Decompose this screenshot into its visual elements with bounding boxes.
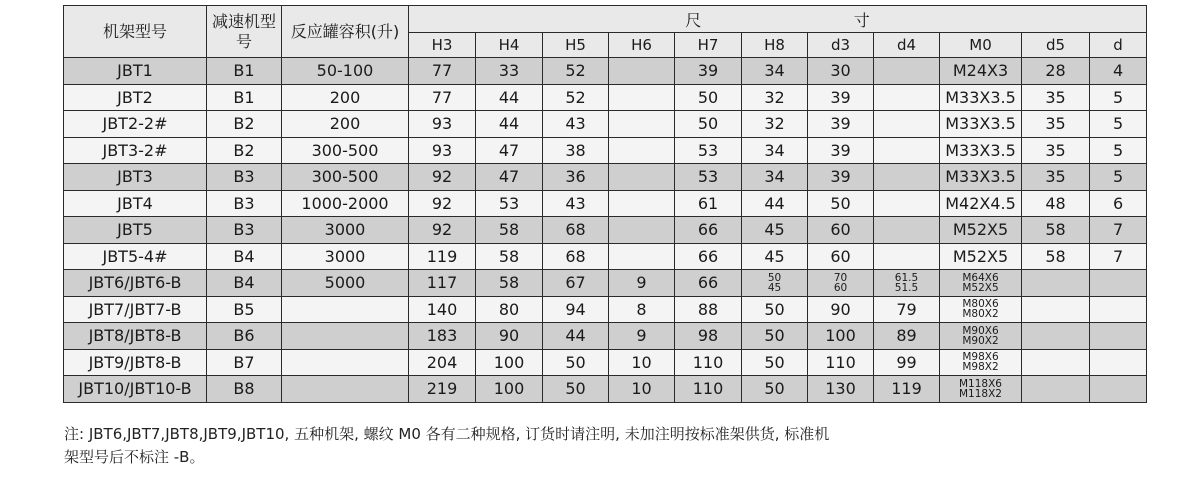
- table-cell: [874, 137, 940, 164]
- table-cell: 7: [1090, 217, 1147, 244]
- table-cell: 119: [874, 376, 940, 403]
- table-cell: 200: [282, 111, 409, 138]
- table-cell: JBT4: [64, 190, 207, 217]
- table-cell: [609, 84, 675, 111]
- table-cell: 58: [476, 243, 543, 270]
- table-cell: 10: [609, 349, 675, 376]
- table-cell: 39: [675, 58, 742, 85]
- table-cell: 36: [543, 164, 609, 191]
- table-cell: JBT5: [64, 217, 207, 244]
- table-cell: [1022, 376, 1090, 403]
- table-cell: B5: [207, 296, 282, 323]
- table-row: [64, 376, 1147, 403]
- table-cell: [609, 190, 675, 217]
- table-cell: B4: [207, 270, 282, 297]
- table-cell: 58: [476, 270, 543, 297]
- table-cell: 39: [808, 137, 874, 164]
- table-cell: 88: [675, 296, 742, 323]
- table-cell: 119: [409, 243, 476, 270]
- table-cell: 52: [543, 58, 609, 85]
- table-cell: M33X3.5: [940, 137, 1022, 164]
- table-cell: 3000: [282, 217, 409, 244]
- table-cell: 35: [1022, 111, 1090, 138]
- footnote-line-2: 架型号后不标注 -B。: [64, 448, 205, 466]
- table-cell: M64X6 M52X5: [940, 270, 1022, 297]
- table-cell: 58: [476, 217, 543, 244]
- table-cell: M90X6 M90X2: [940, 323, 1022, 350]
- table-cell: [1090, 323, 1147, 350]
- table-cell: 60: [808, 243, 874, 270]
- table-cell: 32: [742, 84, 808, 111]
- table-cell: 35: [1022, 84, 1090, 111]
- table-cell: 50: [675, 84, 742, 111]
- table-cell: 33: [476, 58, 543, 85]
- table-cell: B2: [207, 111, 282, 138]
- table-cell: 6: [1090, 190, 1147, 217]
- table-cell: 66: [675, 217, 742, 244]
- footnote: [64, 423, 1144, 469]
- table-cell: 89: [874, 323, 940, 350]
- table-cell: 44: [543, 323, 609, 350]
- table-cell: [282, 376, 409, 403]
- table-cell: [874, 190, 940, 217]
- table-cell: [1022, 323, 1090, 350]
- table-cell: 39: [808, 164, 874, 191]
- table-row: [64, 111, 1147, 138]
- table-cell: 90: [808, 296, 874, 323]
- table-cell: 94: [543, 296, 609, 323]
- header-model: 机架型号: [64, 6, 207, 58]
- table-cell: 47: [476, 137, 543, 164]
- table-row: [64, 270, 1147, 297]
- table-cell: 1000-2000: [282, 190, 409, 217]
- table-cell: 67: [543, 270, 609, 297]
- table-cell: 93: [409, 137, 476, 164]
- table-cell: 8: [609, 296, 675, 323]
- table-row: [64, 243, 1147, 270]
- table-cell: 7: [1090, 243, 1147, 270]
- table-cell: 68: [543, 243, 609, 270]
- table-cell: 110: [675, 376, 742, 403]
- table-cell: 100: [476, 349, 543, 376]
- table-cell: [609, 217, 675, 244]
- table-body: [64, 58, 1147, 403]
- table-cell: M52X5: [940, 217, 1022, 244]
- table-row: [64, 349, 1147, 376]
- table-cell: 61.5 51.5: [874, 270, 940, 297]
- table-cell: 50: [742, 376, 808, 403]
- table-cell: 44: [476, 111, 543, 138]
- table-cell: 48: [1022, 190, 1090, 217]
- table-cell: 70 60: [808, 270, 874, 297]
- header-dimensions: [409, 6, 1147, 33]
- table-cell: 50: [808, 190, 874, 217]
- table-row: [64, 323, 1147, 350]
- table-cell: 66: [675, 270, 742, 297]
- table-cell: B1: [207, 84, 282, 111]
- table-cell: 50: [742, 349, 808, 376]
- table-cell: JBT3-2#: [64, 137, 207, 164]
- table-cell: 77: [409, 58, 476, 85]
- table-cell: [874, 243, 940, 270]
- table-cell: 110: [675, 349, 742, 376]
- table-cell: [1090, 296, 1147, 323]
- table-cell: 3000: [282, 243, 409, 270]
- table-cell: 50: [543, 376, 609, 403]
- table-cell: 45: [742, 243, 808, 270]
- table-cell: 92: [409, 190, 476, 217]
- table-cell: JBT2: [64, 84, 207, 111]
- table-cell: B1: [207, 58, 282, 85]
- table-cell: B3: [207, 164, 282, 191]
- table-cell: 35: [1022, 164, 1090, 191]
- table-cell: 204: [409, 349, 476, 376]
- table-cell: 47: [476, 164, 543, 191]
- table-cell: JBT8/JBT8-B: [64, 323, 207, 350]
- table-cell: 44: [476, 84, 543, 111]
- table-cell: 117: [409, 270, 476, 297]
- table-cell: JBT2-2#: [64, 111, 207, 138]
- table-cell: 5: [1090, 84, 1147, 111]
- table-cell: 43: [543, 111, 609, 138]
- table-cell: B6: [207, 323, 282, 350]
- table-cell: M52X5: [940, 243, 1022, 270]
- table-cell: 92: [409, 164, 476, 191]
- table-cell: [874, 217, 940, 244]
- header-dim: d3: [808, 33, 874, 58]
- table-cell: 45: [742, 217, 808, 244]
- table-cell: JBT7/JBT7-B: [64, 296, 207, 323]
- table-cell: 44: [742, 190, 808, 217]
- table-cell: B2: [207, 137, 282, 164]
- table-cell: 50: [742, 296, 808, 323]
- table-cell: M80X6 M80X2: [940, 296, 1022, 323]
- table-cell: 4: [1090, 58, 1147, 85]
- header-dim: H4: [476, 33, 543, 58]
- table-cell: M118X6 M118X2: [940, 376, 1022, 403]
- table-row: [64, 137, 1147, 164]
- table-cell: 183: [409, 323, 476, 350]
- table-cell: B4: [207, 243, 282, 270]
- header-tank-volume: 反应罐容积(升): [282, 6, 409, 58]
- table-cell: [874, 58, 940, 85]
- table-cell: M98X6 M98X2: [940, 349, 1022, 376]
- table-cell: 50: [675, 111, 742, 138]
- table-cell: [609, 58, 675, 85]
- table-cell: 140: [409, 296, 476, 323]
- table-cell: 130: [808, 376, 874, 403]
- table-cell: 50 45: [742, 270, 808, 297]
- table-cell: M42X4.5: [940, 190, 1022, 217]
- table-row: [64, 190, 1147, 217]
- table-cell: 219: [409, 376, 476, 403]
- table-cell: 77: [409, 84, 476, 111]
- table-cell: [609, 243, 675, 270]
- table-row: [64, 58, 1147, 85]
- table-cell: 200: [282, 84, 409, 111]
- table-cell: [282, 349, 409, 376]
- table-cell: JBT10/JBT10-B: [64, 376, 207, 403]
- table-cell: 34: [742, 58, 808, 85]
- table-cell: 10: [609, 376, 675, 403]
- table-cell: 110: [808, 349, 874, 376]
- table-cell: M33X3.5: [940, 84, 1022, 111]
- header-dim: H8: [742, 33, 808, 58]
- header-dim: H3: [409, 33, 476, 58]
- table-cell: [1022, 296, 1090, 323]
- table-cell: [874, 84, 940, 111]
- table-row: [64, 164, 1147, 191]
- table-cell: 60: [808, 217, 874, 244]
- table-cell: 61: [675, 190, 742, 217]
- table-cell: 100: [808, 323, 874, 350]
- table-cell: [874, 111, 940, 138]
- header-dim: d5: [1022, 33, 1090, 58]
- table-cell: 99: [874, 349, 940, 376]
- table-cell: 5: [1090, 111, 1147, 138]
- table-cell: 300-500: [282, 164, 409, 191]
- table-row: [64, 217, 1147, 244]
- table-cell: [874, 164, 940, 191]
- header-dim: M0: [940, 33, 1022, 58]
- spec-table: [63, 5, 1147, 403]
- header-reducer: 减速机型号: [207, 6, 282, 58]
- table-cell: 50: [543, 349, 609, 376]
- table-cell: 9: [609, 270, 675, 297]
- table-cell: 79: [874, 296, 940, 323]
- header-dim: d4: [874, 33, 940, 58]
- table-cell: [609, 111, 675, 138]
- table-cell: M33X3.5: [940, 111, 1022, 138]
- table-cell: [1022, 270, 1090, 297]
- table-cell: 38: [543, 137, 609, 164]
- table-cell: [282, 296, 409, 323]
- table-cell: 53: [675, 164, 742, 191]
- header-dim: H6: [609, 33, 675, 58]
- table-cell: 52: [543, 84, 609, 111]
- table-cell: B7: [207, 349, 282, 376]
- table-cell: M33X3.5: [940, 164, 1022, 191]
- table-cell: 92: [409, 217, 476, 244]
- table-cell: [1090, 270, 1147, 297]
- header-dim-char-1: 尺: [685, 10, 702, 30]
- table-cell: 300-500: [282, 137, 409, 164]
- header-dim: H5: [543, 33, 609, 58]
- table-cell: 100: [476, 376, 543, 403]
- table-cell: [282, 323, 409, 350]
- table-cell: [609, 164, 675, 191]
- table-cell: 5: [1090, 137, 1147, 164]
- table-cell: B3: [207, 217, 282, 244]
- table-cell: 9: [609, 323, 675, 350]
- table-cell: 34: [742, 137, 808, 164]
- table-cell: [1090, 349, 1147, 376]
- table-cell: [609, 137, 675, 164]
- table-cell: 5000: [282, 270, 409, 297]
- table-cell: JBT3: [64, 164, 207, 191]
- table-cell: 80: [476, 296, 543, 323]
- table-cell: B8: [207, 376, 282, 403]
- table-cell: 5: [1090, 164, 1147, 191]
- table-cell: 35: [1022, 137, 1090, 164]
- table-cell: M24X3: [940, 58, 1022, 85]
- table-cell: 28: [1022, 58, 1090, 85]
- table-cell: [1090, 376, 1147, 403]
- table-cell: 58: [1022, 243, 1090, 270]
- table-cell: 30: [808, 58, 874, 85]
- table-cell: JBT6/JBT6-B: [64, 270, 207, 297]
- table-cell: 93: [409, 111, 476, 138]
- table-cell: 50-100: [282, 58, 409, 85]
- table-cell: 98: [675, 323, 742, 350]
- table-cell: 90: [476, 323, 543, 350]
- table-cell: B3: [207, 190, 282, 217]
- table-cell: 58: [1022, 217, 1090, 244]
- table-cell: 43: [543, 190, 609, 217]
- header-dim: d: [1090, 33, 1147, 58]
- table-cell: JBT1: [64, 58, 207, 85]
- table-cell: 39: [808, 111, 874, 138]
- table-cell: 32: [742, 111, 808, 138]
- table-cell: 50: [742, 323, 808, 350]
- table-cell: 53: [675, 137, 742, 164]
- table-cell: 39: [808, 84, 874, 111]
- table-cell: 34: [742, 164, 808, 191]
- table-cell: JBT9/JBT8-B: [64, 349, 207, 376]
- footnote-line-1: 注: JBT6,JBT7,JBT8,JBT9,JBT10, 五种机架, 螺纹 M0 各有二种规格, 订货时请注明, 未加注明按标准架供货, 标准机: [64, 425, 830, 443]
- table-cell: 68: [543, 217, 609, 244]
- table-row: [64, 296, 1147, 323]
- table-cell: JBT5-4#: [64, 243, 207, 270]
- header-dim: H7: [675, 33, 742, 58]
- header-dim-char-2: 寸: [853, 10, 870, 30]
- table-cell: 53: [476, 190, 543, 217]
- table-row: [64, 84, 1147, 111]
- table-cell: 66: [675, 243, 742, 270]
- table-cell: [1022, 349, 1090, 376]
